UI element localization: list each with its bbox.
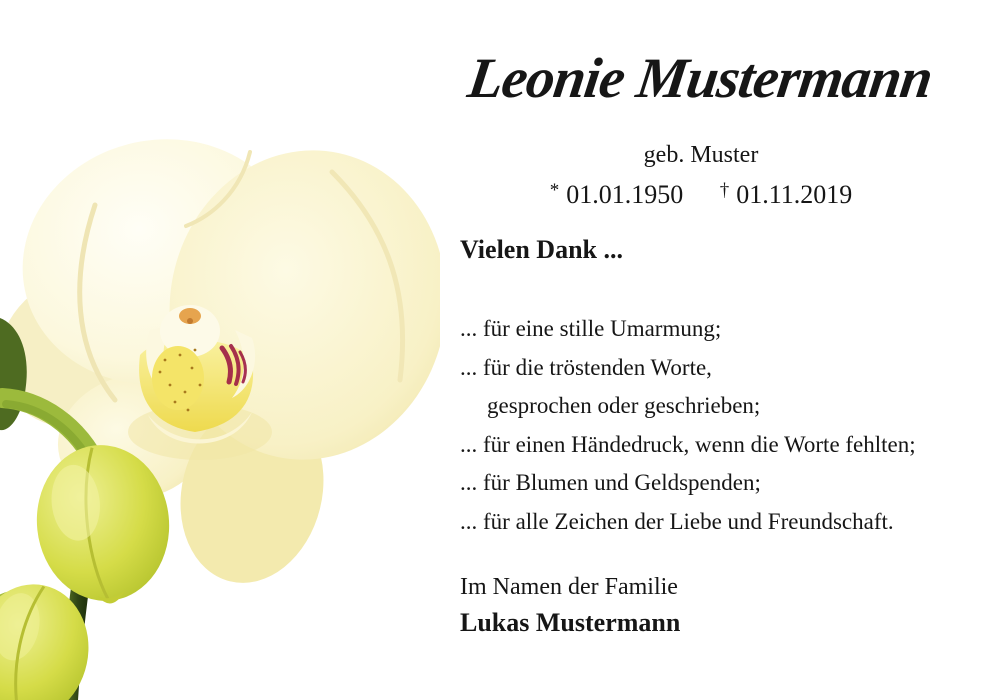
thanks-line: ... für alle Zeichen der Liebe und Freundschaft. [460,508,894,534]
thank-you-heading: Vielen Dank ... [460,235,623,264]
death-symbol: † [719,180,730,201]
death-date-group [720,180,853,209]
death-date: 01.11.2019 [736,180,853,209]
thanks-line: gesprochen oder geschrieben; [487,393,761,418]
closing-line: Im Namen der Familie [460,574,678,600]
thanks-line: ... für einen Händedruck, wenn die Worte fehlten; [460,431,916,457]
birth-date-group [550,180,690,209]
deceased-name: Leonie Mustermann [464,47,936,110]
thanks-line: ... für eine stille Umarmung; [460,316,722,341]
birth-name: geb. Muster [643,142,759,168]
signature-name: Lukas Mustermann [460,608,681,637]
birth-date: 01.01.1950 [566,180,684,209]
orchid-image [0,0,440,700]
thanks-line: ... für die tröstenden Worte, [460,354,712,380]
thanks-line: ... für Blumen und Geldspenden; [460,470,761,495]
birth-symbol: * [549,180,560,201]
thanks-list [460,310,916,541]
life-dates [455,180,947,210]
